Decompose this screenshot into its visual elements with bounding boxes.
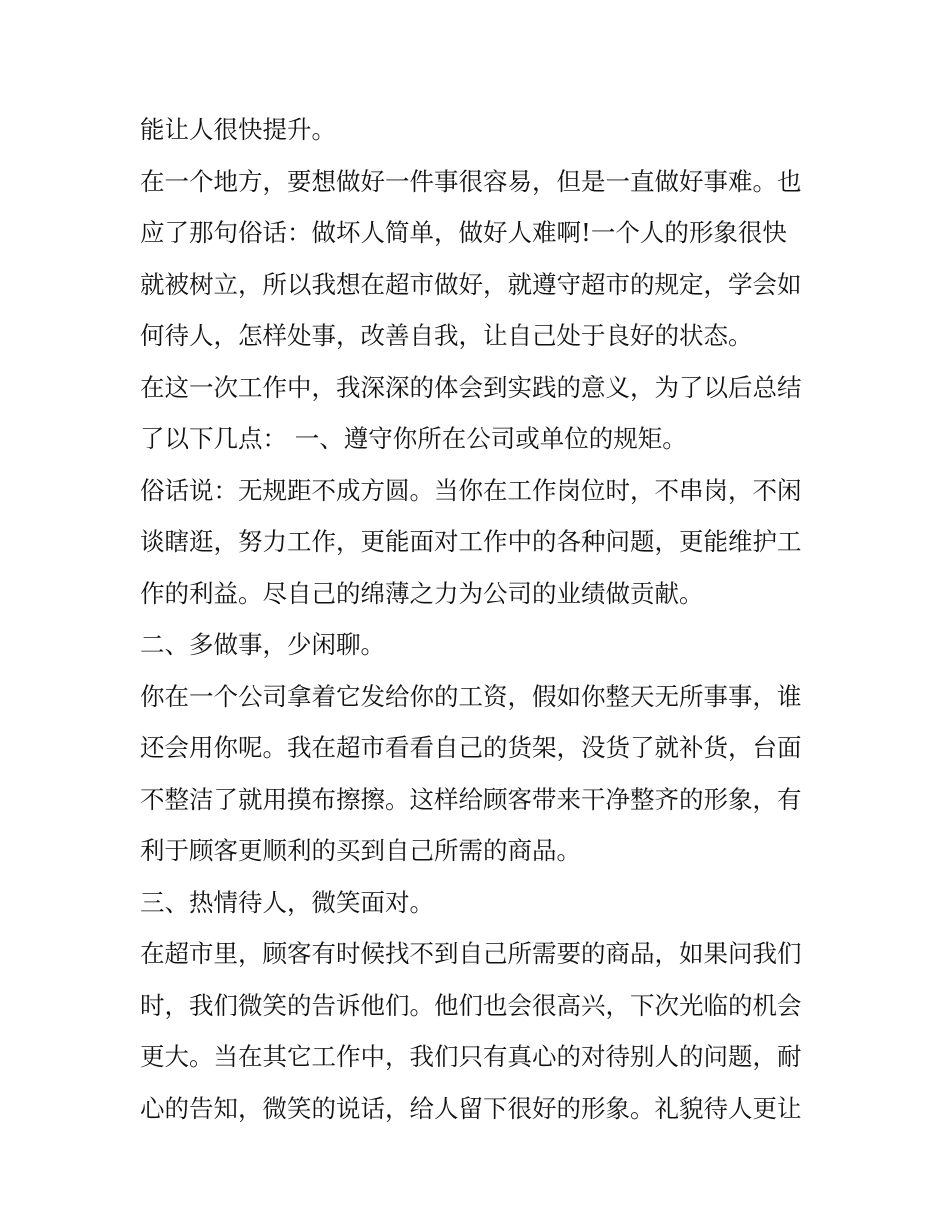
text-line: 你在一个公司拿着它发给你的工资，假如你整天无所事事，谁 <box>140 681 802 711</box>
text-line: 在一个地方，要想做好一件事很容易，但是一直做好事难。也 <box>140 166 802 196</box>
text-line: 心的告知，微笑的说话，给人留下很好的形象。礼貌待人更让 <box>140 1093 802 1123</box>
text-line: 在这一次工作中，我深深的体会到实践的意义，为了以后总结 <box>140 372 802 402</box>
body-text <box>140 104 830 1134</box>
text-line: 更大。当在其它工作中，我们只有真心的对待别人的问题，耐 <box>140 1042 802 1071</box>
text-line: 了以下几点： 一、遵守你所在公司或单位的规矩。 <box>140 424 687 453</box>
text-line: 何待人，怎样处事，改善自我，让自己处于良好的状态。 <box>140 321 753 350</box>
text-line: 还会用你呢。我在超市看看自己的货架，没货了就补货，台面 <box>140 733 802 762</box>
text-line: 能让人很快提升。 <box>140 115 336 144</box>
text-line: 作的利益。尽自己的绵薄之力为公司的业绩做贡献。 <box>140 578 704 608</box>
text-line: 俗话说：无规距不成方圆。当你在工作岗位时，不串岗，不闲 <box>140 475 802 505</box>
text-line: 时，我们微笑的告诉他们。他们也会很高兴，下次光临的机会 <box>140 990 802 1020</box>
section-heading: 三、热情待人，微笑面对。 <box>140 887 434 917</box>
text-line: 利于顾客更顺利的买到自己所需的商品。 <box>140 836 581 865</box>
text-line: 不整洁了就用摸布擦擦。这样给顾客带来干净整齐的形象，有 <box>140 784 802 814</box>
text-line: 谈瞎逛，努力工作，更能面对工作中的各种问题，更能维护工 <box>140 527 802 556</box>
text-line: 就被树立，所以我想在超市做好，就遵守超市的规定，学会如 <box>140 269 802 299</box>
text-line: 应了那句俗话：做坏人简单，做好人难啊!一个人的形象很快 <box>140 218 787 247</box>
section-heading: 二、多做事，少闲聊。 <box>140 630 385 659</box>
text-line: 在超市里，顾客有时候找不到自己所需要的商品，如果问我们 <box>140 939 802 968</box>
